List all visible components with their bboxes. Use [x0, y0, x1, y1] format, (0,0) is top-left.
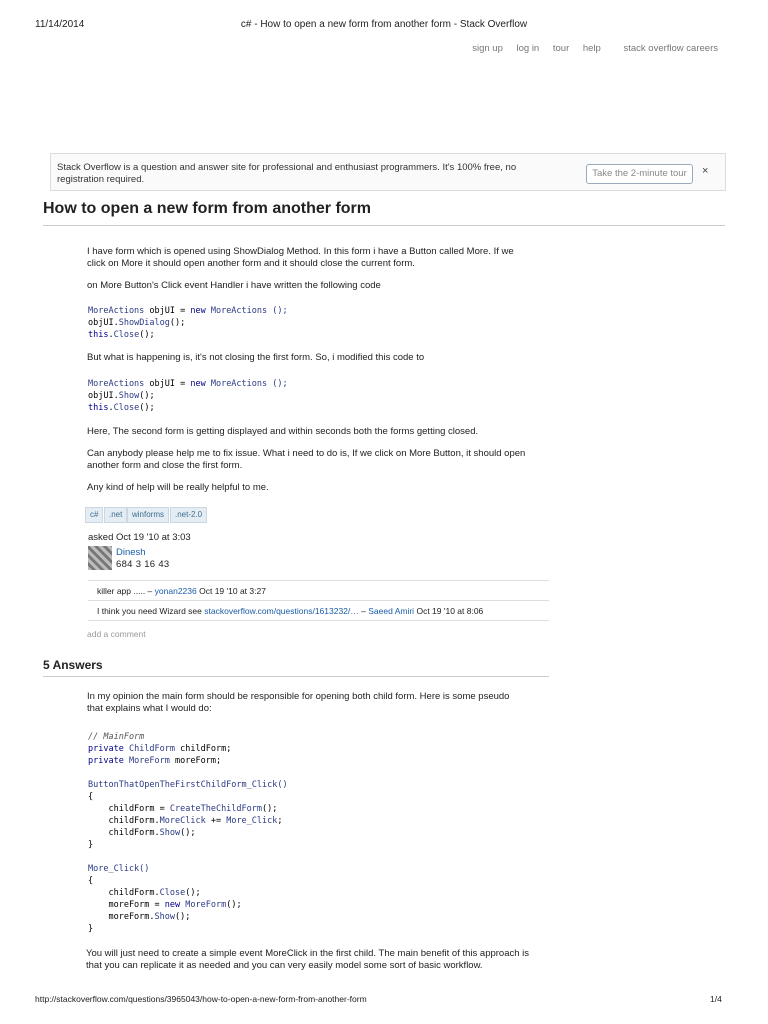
add-comment-link[interactable]: add a comment — [87, 629, 146, 639]
banner-text: Stack Overflow is a question and answer site for professional and enthusiast programmers. It's 100% free, no registration required. — [57, 162, 517, 185]
user-name[interactable]: Dinesh — [116, 547, 146, 558]
code-token: { — [88, 792, 94, 802]
code-token: ChildForm — [128, 744, 176, 754]
code-token: MoreForm — [185, 900, 227, 910]
asked-date: asked Oct 19 '10 at 3:03 — [88, 532, 191, 543]
answers-heading: 5 Answers — [43, 658, 103, 672]
answer-code-block — [88, 731, 288, 935]
code-token: Show — [159, 828, 181, 838]
code-token: (); — [169, 318, 186, 328]
code-token: objUI. — [88, 318, 119, 328]
code-line — [88, 923, 288, 935]
code-token: childForm. — [88, 816, 160, 826]
code-line — [88, 317, 288, 329]
tour-link[interactable]: tour — [552, 43, 570, 54]
code-line — [88, 791, 288, 803]
question-paragraph-6: Any kind of help will be really helpful to me. — [87, 482, 269, 493]
top-nav — [461, 43, 718, 54]
print-date: 11/14/2014 — [35, 19, 85, 30]
comment-divider — [88, 620, 549, 621]
code-token: MoreActions (); — [205, 379, 288, 389]
code-line — [88, 815, 288, 827]
code-token: moreForm. — [88, 912, 155, 922]
code-token: private — [88, 744, 124, 754]
answer-paragraph-2: You will just need to create a simple event MoreClick in the first child. The main benefit of this approach is that you can replicate it as needed and you can very easily model some sort of basic workflow. — [86, 948, 530, 971]
print-title: c# - How to open a new form from another form - Stack Overflow — [240, 19, 528, 30]
code-token: childForm. — [88, 828, 160, 838]
code-token: CreateTheChildForm — [169, 804, 263, 814]
code-token: (); — [139, 330, 155, 340]
code-token: this — [88, 330, 109, 340]
tag-net[interactable]: .net — [104, 507, 127, 523]
comment-date: Oct 19 '10 at 3:27 — [199, 586, 266, 596]
code-token: (); — [139, 391, 155, 401]
question-paragraph-4: Here, The second form is getting displayed and within seconds both the forms getting closed. — [87, 426, 479, 437]
code-token: objUI = — [144, 306, 191, 316]
code-token: moreForm; — [169, 756, 222, 766]
code-token: } — [88, 840, 94, 850]
comment-separator: – — [358, 606, 369, 616]
comment-user[interactable]: Saeed Amiri — [368, 606, 415, 616]
question-paragraph-1: I have form which is opened using ShowDialog Method. In this form i have a Button called More. If we click on More it should open another form and it should close the current form. — [87, 246, 514, 269]
code-token: childForm; — [175, 744, 232, 754]
code-token: Show — [154, 912, 176, 922]
code-line — [88, 378, 288, 390]
code-token: (); — [226, 900, 242, 910]
code-token: childForm = — [88, 804, 170, 814]
code-token: (); — [262, 804, 278, 814]
code-token: Close — [113, 403, 140, 413]
welcome-banner — [50, 153, 726, 191]
comment-link[interactable]: stackoverflow.com/questions/1613232/… — [204, 606, 359, 616]
page-number: 1/4 — [710, 994, 722, 1004]
code-token: } — [88, 924, 94, 934]
code-token: new — [164, 900, 181, 910]
comment-date: Oct 19 '10 at 8:06 — [416, 606, 484, 616]
code-token: new — [190, 379, 206, 389]
answer-paragraph-1: In my opinion the main form should be responsible for opening both child form. Here is some pseudo that explains what I would do: — [87, 691, 510, 714]
question-title[interactable]: How to open a new form from another form — [43, 200, 372, 217]
tag-net-2[interactable]: .net-2.0 — [170, 507, 207, 523]
code-token: . — [108, 330, 114, 340]
code-token: MoreForm — [128, 756, 170, 766]
code-line — [88, 827, 288, 839]
answers-divider — [43, 676, 549, 677]
code-line — [88, 863, 288, 875]
code-token: this — [88, 403, 109, 413]
close-icon[interactable]: × — [702, 165, 709, 177]
code-line — [88, 767, 288, 779]
code-line — [88, 402, 288, 414]
careers-link[interactable]: stack overflow careers — [623, 43, 718, 54]
code-line — [88, 887, 288, 899]
tag-winforms[interactable]: winforms — [127, 507, 169, 523]
comment-text: I think you need Wizard see — [97, 606, 202, 616]
code-token: // MainForm — [88, 732, 145, 742]
code-token: (); — [185, 888, 201, 898]
question-paragraph-5: Can anybody please help me to fix issue. What i need to do is, If we click on More Button, it should open another form and close the first form. — [87, 448, 526, 471]
comment-user[interactable]: yonan2236 — [154, 586, 197, 596]
code-token: (); — [139, 403, 155, 413]
code-token: More_Click() — [88, 864, 150, 874]
code-token: objUI. — [88, 391, 119, 401]
code-token: private — [88, 756, 124, 766]
code-line — [88, 743, 288, 755]
sign-up-link[interactable]: sign up — [472, 43, 503, 54]
code-token: (); — [175, 912, 191, 922]
code-token: . — [108, 403, 114, 413]
code-line — [88, 875, 288, 887]
code-token: Close — [113, 330, 140, 340]
comment-2 — [88, 600, 549, 616]
code-token: MoreActions — [88, 379, 145, 389]
code-token: ButtonThatOpenTheFirstChildForm_Click() — [88, 780, 288, 790]
code-token: { — [88, 876, 94, 886]
code-token: += — [205, 816, 227, 826]
code-token: ShowDialog — [118, 318, 170, 328]
question-paragraph-2: on More Button's Click event Handler i have written the following code — [87, 280, 381, 291]
print-url: http://stackoverflow.com/questions/3965043/how-to-open-a-new-form-from-another-form — [35, 994, 367, 1004]
code-token: moreForm = — [88, 900, 165, 910]
code-line — [88, 779, 288, 791]
code-line — [88, 329, 288, 341]
comment-1 — [88, 580, 549, 596]
comment-text: killer app ..... – — [97, 586, 153, 596]
code-line — [88, 755, 288, 767]
code-token: ; — [277, 816, 283, 826]
user-reputation: 684 3 16 43 — [116, 559, 170, 570]
title-divider — [43, 225, 725, 226]
code-line — [88, 731, 288, 743]
code-token: Close — [159, 888, 186, 898]
code-token: MoreActions — [88, 306, 145, 316]
code-token: Show — [118, 391, 140, 401]
help-link[interactable]: help — [582, 43, 601, 54]
code-block-1 — [88, 305, 288, 341]
code-line — [88, 305, 288, 317]
tour-button[interactable]: Take the 2-minute tour — [586, 164, 693, 184]
code-token: new — [190, 306, 206, 316]
avatar[interactable] — [88, 546, 112, 570]
code-token: More_Click — [226, 816, 278, 826]
code-token: (); — [180, 828, 196, 838]
code-line — [88, 851, 288, 863]
code-line — [88, 390, 288, 402]
code-token: MoreActions (); — [205, 306, 288, 316]
code-block-2 — [88, 378, 288, 414]
question-paragraph-3: But what is happening is, it's not closing the first form. So, i modified this code to — [87, 352, 425, 363]
tag-csharp[interactable]: c# — [85, 507, 103, 523]
code-line — [88, 899, 288, 911]
log-in-link[interactable]: log in — [516, 43, 540, 54]
code-line — [88, 839, 288, 851]
code-token: childForm. — [88, 888, 160, 898]
code-token: MoreClick — [159, 816, 206, 826]
code-token: objUI = — [144, 379, 191, 389]
code-line — [88, 803, 288, 815]
code-line — [88, 911, 288, 923]
